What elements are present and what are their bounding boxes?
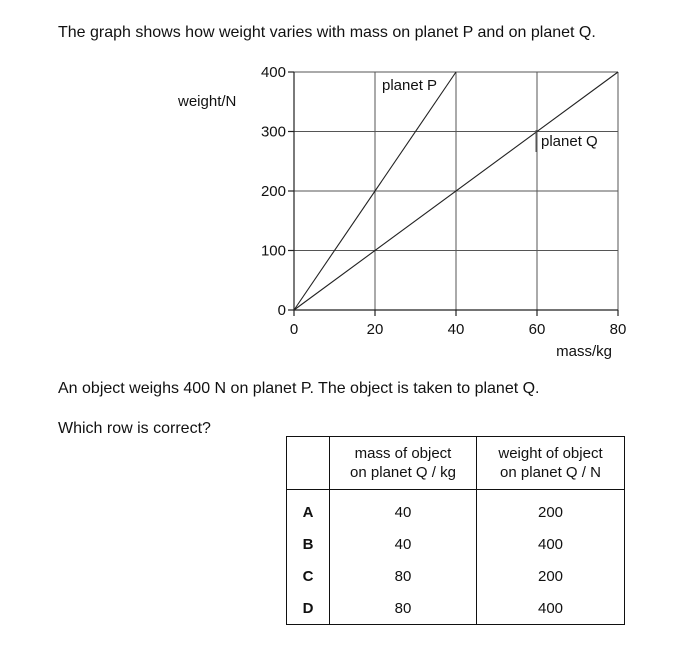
x-tick-label: 0 [289, 321, 299, 338]
x-tick-label: 80 [609, 321, 627, 338]
header-weight [477, 437, 625, 490]
row-letter: C [287, 560, 330, 592]
labels [177, 64, 626, 360]
header-weight-line2: on planet Q / N [500, 464, 601, 481]
x-tick-label: 40 [447, 321, 465, 338]
x-tick-label: 20 [366, 321, 384, 338]
question-statement: An object weighs 400 N on planet P. The object is taken to planet Q. [58, 380, 540, 397]
row-letter: D [287, 592, 330, 625]
row-mass: 40 [330, 496, 477, 528]
row-letter: A [287, 496, 330, 528]
row-letter: B [287, 528, 330, 560]
row-weight: 400 [477, 592, 625, 625]
y-tick-label: 300 [260, 123, 286, 141]
question-intro: The graph shows how weight varies with mass on planet P and on planet Q. [58, 24, 596, 41]
x-tick-label: 60 [528, 321, 546, 338]
header-weight-line1: weight of object [498, 445, 603, 462]
row-weight: 400 [477, 528, 625, 560]
y-axis-label: weight/N [178, 93, 237, 110]
table-row [287, 560, 625, 592]
row-weight: 200 [477, 496, 625, 528]
answer-table-header [287, 437, 625, 490]
header-mass-line1: mass of object [354, 445, 452, 462]
series-label-planet-p: planet P [382, 77, 438, 94]
header-blank [287, 437, 330, 490]
y-tick-label: 100 [260, 242, 286, 260]
header-mass-line2: on planet Q / kg [350, 464, 456, 481]
row-mass: 80 [330, 592, 477, 625]
table-row [287, 528, 625, 560]
series-label-planet-q: planet Q [541, 133, 598, 150]
row-mass: 80 [330, 560, 477, 592]
question-prompt: Which row is correct? [58, 420, 211, 437]
table-row [287, 592, 625, 625]
y-tick-label: 400 [260, 64, 286, 81]
row-mass: 40 [330, 528, 477, 560]
table-row [287, 496, 625, 528]
header-mass [330, 437, 477, 490]
row-weight: 200 [477, 560, 625, 592]
y-tick-label: 0 [277, 302, 286, 319]
y-tick-label: 200 [260, 183, 286, 200]
answer-table [286, 436, 625, 625]
x-axis-label: mass/kg [556, 343, 612, 360]
